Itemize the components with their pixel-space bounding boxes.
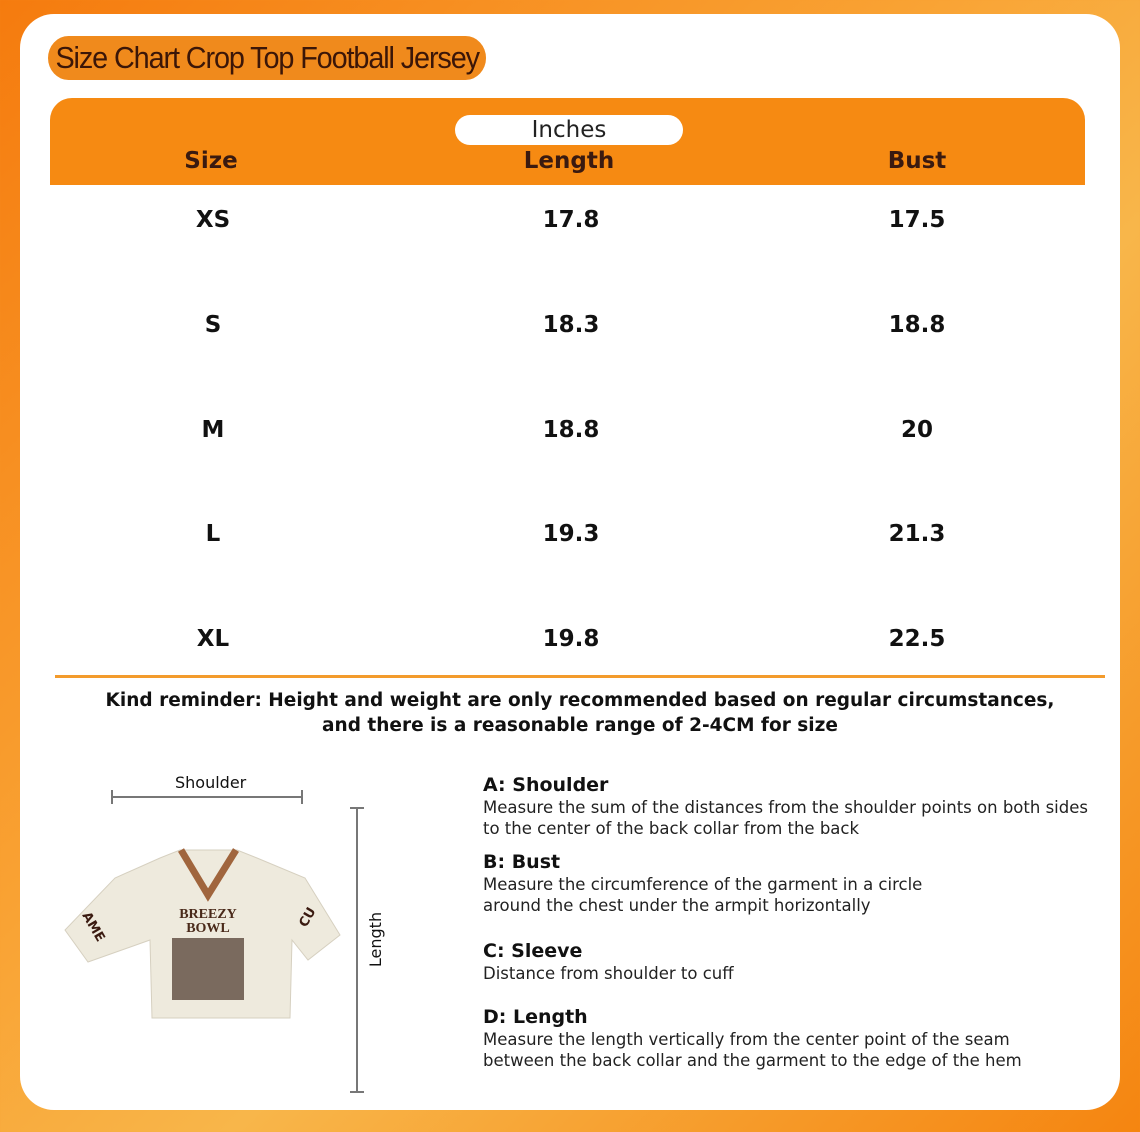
page-title: Size Chart Crop Top Football Jersey	[48, 36, 486, 80]
cell-length: 19.3	[542, 521, 600, 548]
cell-length: 19.8	[542, 626, 600, 653]
reminder-line-1: Kind reminder: Height and weight are only recommended based on regular circumstances,	[105, 690, 1055, 711]
cell-bust: 21.3	[888, 521, 946, 548]
svg-text:AME: AME	[78, 909, 108, 945]
cell-length: 18.3	[542, 311, 600, 338]
length-label: Length	[366, 911, 386, 968]
header-size: Size	[184, 148, 238, 174]
measurement-desc-bust: Measure the circumference of the garment in a circle around the chest under the armpit horizontally	[483, 875, 923, 915]
measurement-title-bust: B: Bust	[483, 851, 561, 873]
header-bust: Bust	[887, 148, 947, 174]
cell-size: XS	[195, 207, 231, 233]
measurement-title-length: D: Length	[483, 1006, 588, 1028]
cell-bust: 17.5	[888, 207, 946, 233]
header-length: Length	[523, 148, 615, 174]
svg-text:BOWL: BOWL	[186, 921, 230, 936]
cell-size: S	[204, 311, 222, 338]
cell-length: 18.8	[542, 416, 600, 443]
svg-text:CU: CU	[296, 905, 320, 930]
cell-bust: 18.8	[888, 311, 946, 338]
jersey-photo	[172, 938, 244, 1000]
cell-bust: 20	[900, 416, 934, 443]
measurement-desc-sleeve: Distance from shoulder to cuff	[483, 964, 734, 983]
cell-size: L	[205, 521, 221, 548]
shoulder-label: Shoulder	[175, 773, 247, 792]
svg-text:BREEZY: BREEZY	[179, 907, 237, 922]
cell-bust: 22.5	[888, 626, 946, 653]
divider	[55, 675, 1105, 678]
measurement-desc-length: Measure the length vertically from the center point of the seam between the back collar and the garment to the edge of the hem	[483, 1030, 1022, 1070]
cell-length: 17.8	[542, 207, 600, 233]
cell-size: M	[201, 416, 225, 443]
unit-badge: Inches	[455, 115, 683, 145]
reminder-line-2: and there is a reasonable range of 2-4CM for size	[322, 715, 838, 736]
measurement-title-sleeve: C: Sleeve	[483, 940, 583, 962]
measurement-desc-shoulder: Measure the sum of the distances from the shoulder points on both sides to the center of the back collar from the back	[483, 798, 1088, 838]
measurement-title-shoulder: A: Shoulder	[483, 774, 609, 796]
cell-size: XL	[196, 626, 230, 653]
